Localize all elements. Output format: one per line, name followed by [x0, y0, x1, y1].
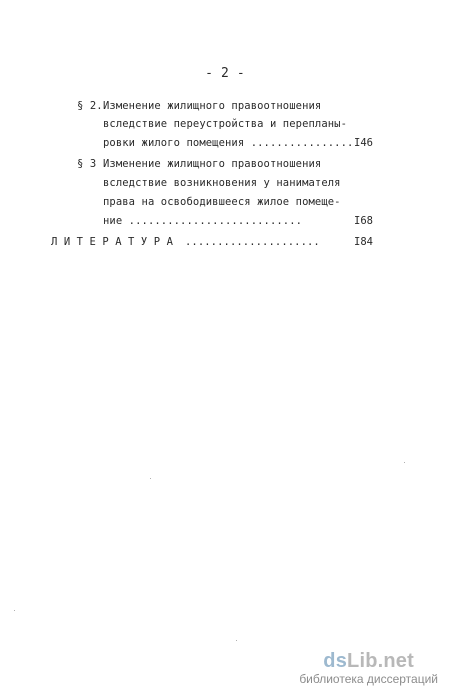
dslib-logo: dsLib.net: [323, 650, 414, 672]
watermark-subtitle: библиотека диссертаций: [299, 672, 438, 686]
literature-title: Л И Т Е Р А Т У Р А: [51, 236, 174, 248]
scan-speck: [150, 478, 151, 479]
dslib-watermark: [299, 650, 438, 686]
scan-speck: [14, 610, 15, 611]
literature-page: I84: [354, 236, 373, 248]
section-3-line-4: ние ...........................: [103, 215, 303, 227]
section-2-line-2: вследствие переустройства и перепланы-: [103, 118, 348, 130]
section-marker-3: § 3: [77, 158, 97, 170]
section-3-line-1: Изменение жилищного правоотношения: [103, 158, 322, 170]
section-3-page: I68: [354, 215, 373, 227]
literature-dots: .....................: [185, 236, 320, 248]
scan-speck: [404, 462, 405, 463]
section-marker-2: § 2.: [77, 100, 103, 112]
section-3-line-3: права на освободившееся жилое помеще-: [103, 196, 341, 208]
page-number: - 2 -: [205, 66, 245, 81]
section-3-line-2: вследствие возникновения у нанимателя: [103, 177, 341, 189]
section-2-line-1: Изменение жилищного правоотношения: [103, 100, 322, 112]
section-2-line-3: ровки жилого помещения ................: [103, 137, 354, 149]
section-2-page: I46: [354, 137, 373, 149]
scan-speck: [236, 640, 237, 641]
